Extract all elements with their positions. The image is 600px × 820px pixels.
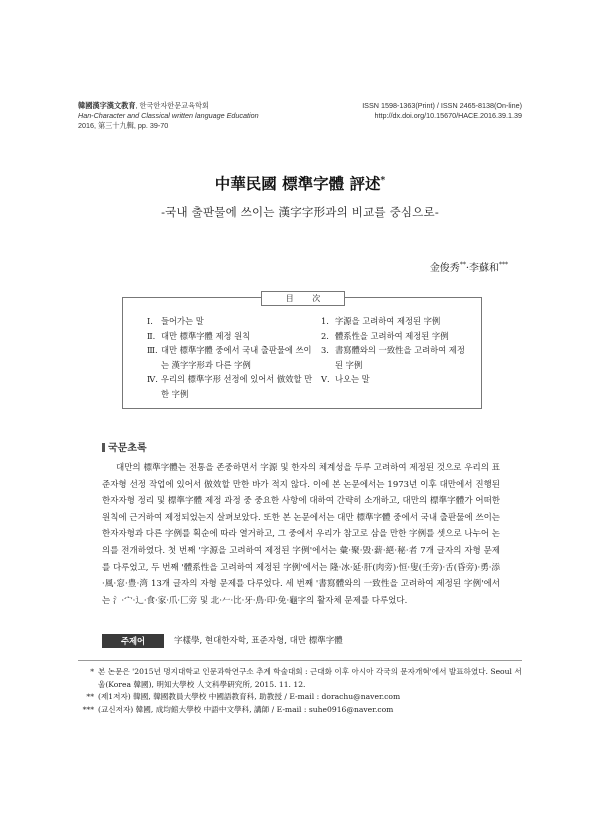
author-name: 李蘇和	[469, 263, 499, 274]
toc-item[interactable]: Ⅰ. 들어가는 말	[147, 316, 204, 326]
footnote: *** (교신저자) 韓國, 成均館大學校 中語中文學科, 講師 / E-mail : suhe0916@naver.com	[82, 704, 394, 714]
toc-item[interactable]: 2. 體系性을 고려하여 제정된 字例	[321, 330, 449, 341]
author-footnote-mark: ***	[499, 261, 508, 269]
heading-bar-icon	[102, 443, 105, 452]
keyword: 字樣學	[174, 636, 200, 646]
abstract-body: 대만의 標準字體는 전통을 존중하면서 字源 및 한자의 체계성을 두루 고려하여 제정된 것으로 우리의 표준자형 선정 작업에 있어서 倣效할 만한 바가 적지 않다. 이에 본 논문에서는 1973년 이후 대만에서 진행된 한자자형 정리 및 標準字體 제정 과정 중 중요한 사항에 대하여 간략히 소개하고, 대만의 標準字體가 어떠한 원칙에 근거하여 제정되었는지 살펴보았다. 또한 본 논문에서는 대만 標準字體 중에서 국내 출판물에 쓰이는 한자자형과 다른 字例를 획순에 따라 열거하고, 그 중에서 우리가 참고로 삼을 만한 字例를 셋으로 나누어 논의를 전개하였다. 첫 번째 '字源을 고려하여 제정된 字例'에서는 彙·聚·毀·薪·絕·秘·者 7개 글자의 자형 문제를 다루었고, 두 번째 '體系性을 고려하여 제정된 字例'에서는 隆·冰·延·肝(肉旁)·恒·叟(壬旁)·舌(昏旁)·勇·添·風·窓·豊·湾 13개 글자의 자형 문제를 다루었다. 세 번째 '書寫體와의 一致性을 고려하여 제정된 字例'에서는 氵·宀·辶·食·家·爪·匚旁 및 北·𠂉·比·牙·鳥·印·免·龜字의 활자체 문제를 다루었다.	[102, 463, 500, 606]
toc-item[interactable]: Ⅴ. 나오는 말	[321, 374, 370, 384]
toc-right-column	[321, 314, 471, 387]
issue-info: 2016, 第三十九輯, pp. 39-70	[78, 121, 169, 130]
toc-item[interactable]: Ⅲ. 대만 標準字體 중에서 국내 출판물에 쓰이는 漢字字形과 다른 字例	[147, 345, 312, 370]
table-of-contents	[122, 294, 482, 409]
toc-item[interactable]: 1. 字源을 고려하여 제정된 字例	[321, 316, 441, 326]
keywords-list: 字樣學, 현대한자학, 표준자형, 대만 標準字體	[174, 636, 343, 646]
issn-block	[362, 101, 522, 121]
toc-label: 目 次	[261, 291, 345, 306]
journal-header: 韓國漢字漢文教育, 한국한자한문교육학회 Han-Character and Classical written language Education 2016, 第三十九輯, pp. 39-70	[78, 101, 259, 130]
keywords-label: 주제어	[102, 634, 164, 648]
title-footnote-mark: *	[380, 175, 386, 186]
journal-english-name: Han-Character and Classical written language Education	[78, 111, 259, 120]
abstract-heading: 국문초록	[102, 439, 147, 454]
toc-item[interactable]: 3. 書寫體와의 一致性을 고려하여 제정된 字例	[321, 345, 465, 370]
toc-left-column	[147, 314, 315, 401]
author-name: 金俊秀	[429, 263, 460, 274]
footnote: * 본 논문은 '2015년 명지대학교 인문과학연구소 추계 학술대회 : 근대화 이후 아시아 각국의 문자개혁'에서 발표하였다. Seoul 서울(Korea 韓國), 明知大學校 人文科學硏究所, 2015. 11. 12.	[90, 667, 522, 689]
footnote-divider	[78, 660, 522, 661]
toc-item[interactable]: Ⅳ. 우리의 標準字形 선정에 있어서 倣效할 만한 字例	[147, 374, 313, 399]
doi-link[interactable]: http://dx.doi.org/10.15670/HACE.2016.39.1.39	[374, 111, 522, 120]
society-name: 한국한자한문교육학회	[139, 101, 209, 110]
keyword: 현대한자학	[204, 636, 246, 646]
article-title: 中華民國 標準字體 評述*	[214, 174, 386, 193]
toc-item[interactable]: Ⅱ. 대만 標準字體 제정 원칙	[147, 330, 251, 341]
footnotes	[78, 666, 522, 716]
footnote: ** (제1저자) 韓國, 韓國教員大學校 中國語教育科, 助教授 / E-mail : dorachu@naver.com	[86, 692, 401, 702]
keyword: 대만 標準字體	[289, 636, 343, 646]
author-footnote-mark: **	[459, 261, 466, 269]
journal-name: 韓國漢字漢文教育	[78, 101, 136, 110]
keyword: 표준자형	[251, 636, 285, 646]
author-line: 金俊秀**·李蘇和***	[429, 261, 508, 274]
keywords-row	[102, 634, 500, 648]
article-subtitle: -국내 출판물에 쓰이는 漢字字形과의 비교를 중심으로-	[161, 205, 439, 219]
issn: ISSN 1598-1363(Print) / ISSN 2465-8138(On-line)	[362, 101, 522, 110]
